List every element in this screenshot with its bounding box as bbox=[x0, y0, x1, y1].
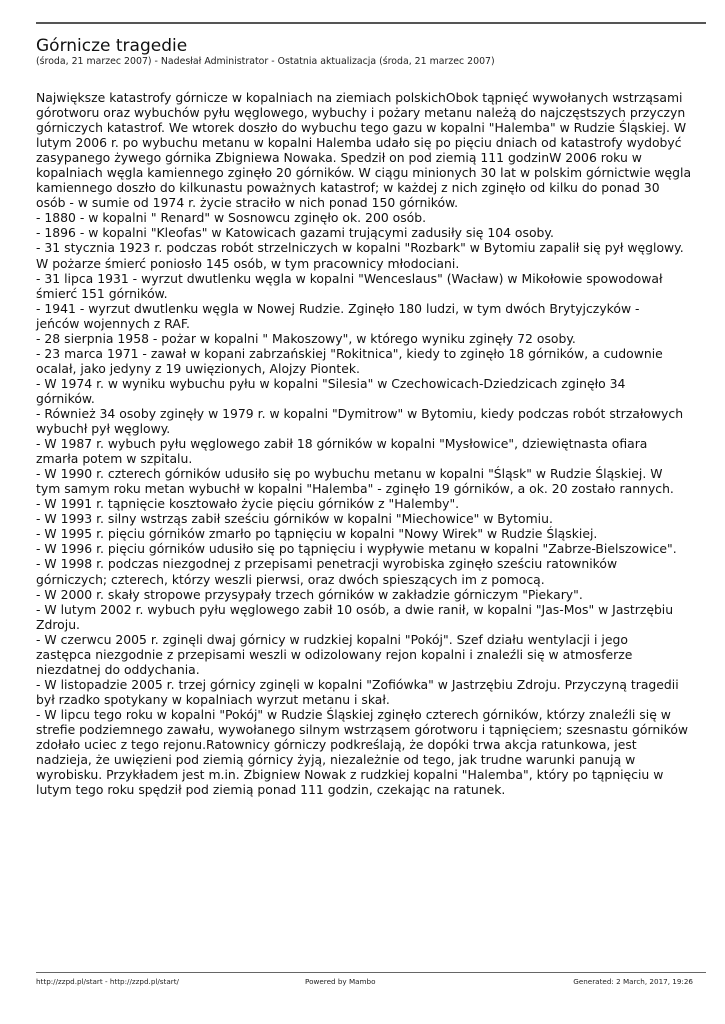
footer-url: http://zzpd.pl/start - http://zzpd.pl/start/ bbox=[36, 977, 179, 986]
article-line: lutym 2006 r. po wybuchu metanu w kopalni Halemba udało się po pięciu dniach od katastrofy wydobyć bbox=[36, 135, 682, 151]
article-line: niezdatnej do oddychania. bbox=[36, 661, 200, 677]
article-line: - W 1995 r. pięciu górników zmarło po tąpnięciu w kopalni "Nowy Wirek" w Rudzie Śląskiej. bbox=[36, 526, 598, 542]
article-line: zastępca niezgodnie z przepisami weszli w odizolowany rejon kopalni i znaleźli się w atmosferze bbox=[36, 646, 633, 662]
article-line: - W 1987 r. wybuch pyłu węglowego zabił 18 górników w kopalni "Mysłowice", dziewiętnasta ofiara bbox=[36, 436, 648, 452]
article-line: - W 1991 r. tąpnięcie kosztowało życie pięciu górników z "Halemby". bbox=[36, 496, 460, 512]
article-meta: (środa, 21 marzec 2007) - Nadesłał Administrator - Ostatnia aktualizacja (środa, 21 marzec 2007) bbox=[36, 56, 495, 67]
article-body bbox=[36, 90, 708, 797]
article-line: lutym tego roku spędził pod ziemią ponad 111 godzin, czekając na ratunek. bbox=[36, 782, 506, 798]
article-line: wybuchł pył węglowy. bbox=[36, 421, 171, 437]
article-line: - 1896 - w kopalni "Kleofas" w Katowicach gazami trującymi zadusiły się 104 osoby. bbox=[36, 225, 554, 241]
article-line: - W 1993 r. silny wstrząs zabił sześciu górników w kopalni "Miechowice" w Bytomiu. bbox=[36, 511, 553, 527]
article-line: - W lutym 2002 r. wybuch pyłu węglowego zabił 10 osób, a dwie ranił, w kopalni "Jas-Mos" w Jastrzębiu bbox=[36, 601, 674, 617]
article-line: - W 1998 r. podczas niezgodnej z przepisami penetracji wyrobiska zginęło sześciu ratowników bbox=[36, 556, 618, 572]
article-line: górniczych; czterech, którzy weszli pierwsi, oraz dwóch spieszących im z pomocą. bbox=[36, 571, 545, 587]
article-line: - W 1974 r. w wyniku wybuchu pyłu w kopalni "Silesia" w Czechowicach-Dziedzicach zginęło 34 bbox=[36, 375, 626, 391]
article-line: - Również 34 osoby zginęły w 1979 r. w kopalni "Dymitrow" w Bytomiu, kiedy podczas robót strzałowych bbox=[36, 405, 684, 421]
article-line: - 23 marca 1971 - zawał w kopani zabrzańskiej "Rokitnica", kiedy to zginęło 18 górników, a cudownie bbox=[36, 345, 663, 361]
article-line: Zdroju. bbox=[36, 616, 80, 632]
article-line: strefie podziemnego zawału, wywołanego silnym wstrząsem górotworu i tąpnięciem; szesnastu górników bbox=[36, 721, 689, 737]
article-line: górotworu oraz wybuchów pyłu węglowego, wybuchy i pożary metanu należą do najczęstszych przyczyn bbox=[36, 105, 686, 121]
footer-divider bbox=[36, 972, 706, 973]
article-line: - W czerwcu 2005 r. zginęli dwaj górnicy w rudzkiej kopalni "Pokój". Szef działu wentylacji i jego bbox=[36, 631, 628, 647]
article-line: zmarła potem w szpitalu. bbox=[36, 451, 193, 467]
article-line: - W 1996 r. pięciu górników udusiło się po tąpnięciu i wypływie metanu w kopalni "Zabrze-Bielszowice". bbox=[36, 541, 677, 557]
article-line: - 28 sierpnia 1958 - pożar w kopalni " Makoszowy", w którego wyniku zginęły 72 osoby. bbox=[36, 330, 576, 346]
article-line: ocalał, jako jedyny z 19 uwięzionych, Alojzy Piontek. bbox=[36, 360, 360, 376]
article-line: jeńców wojennych z RAF. bbox=[36, 315, 190, 331]
article-line: Największe katastrofy górnicze w kopalniach na ziemiach polskichObok tąpnięć wywołanych wstrząsami bbox=[36, 90, 683, 105]
article-line: - W 2000 r. skały stropowe przysypały trzech górników w zakładzie górniczym "Piekary". bbox=[36, 586, 583, 602]
article-line: zdołało uciec z tego rejonu.Ratownicy górniczy podkreślają, że dopóki trwa akcja ratunkowa, jest bbox=[36, 737, 637, 753]
article-line: - 1941 - wyrzut dwutlenku węgla w Nowej Rudzie. Zginęło 180 ludzi, w tym dwóch Brytyjczyków - bbox=[36, 300, 640, 316]
article-line: - W 1990 r. czterech górników udusiło się po wybuchu metanu w kopalni "Śląsk" w Rudzie Śląskiej. W bbox=[36, 466, 663, 482]
article-line: górników. bbox=[36, 390, 95, 406]
article-line: - 31 stycznia 1923 r. podczas robót strzelniczych w kopalni "Rozbark" w Bytomiu zapalił się pył węglowy. bbox=[36, 240, 684, 256]
article-line: W pożarze śmierć poniosło 145 osób, w tym pracownicy młodociani. bbox=[36, 255, 460, 271]
article-line: śmierć 151 górników. bbox=[36, 285, 168, 301]
article-line: osób - w sumie od 1974 r. życie straciło w nich ponad 150 górników. bbox=[36, 195, 459, 211]
article-line: nadzieja, że uwięzieni pod ziemią górnicy żyją, niezależnie od tego, jak trudne warunki panują w bbox=[36, 752, 636, 768]
top-divider bbox=[36, 22, 706, 24]
article-line: - 31 lipca 1931 - wyrzut dwutlenku węgla w kopalni "Wenceslaus" (Wacław) w Mikołowie spowodował bbox=[36, 270, 663, 286]
article-line: kopalniach węgla kamiennego zginęło 20 górników. W ciągu minionych 30 lat w polskim górnictwie węgla bbox=[36, 165, 692, 181]
article-line: wyrobisku. Przykładem jest m.in. Zbigniew Nowak z rudzkiej kopalni "Halemba", który po tąpnięciu w bbox=[36, 767, 664, 783]
article-line: kamiennego doszło do kilkunastu poważnych katastrof; w każdej z nich zginęło od kilku do ponad 30 bbox=[36, 180, 660, 196]
article-line: - 1880 - w kopalni " Renard" w Sosnowcu zginęło ok. 200 osób. bbox=[36, 210, 427, 226]
article-title: Górnicze tragedie bbox=[36, 36, 188, 56]
article-line: był rzadko spotykany w kopalniach wyrzut metanu i skał. bbox=[36, 691, 390, 707]
footer-powered-by: Powered by Mambo bbox=[305, 977, 376, 986]
article-line: górniczych katastrof. We wtorek doszło do wybuchu tego gazu w kopalni "Halemba" w Rudzie Śląskiej. W bbox=[36, 120, 687, 136]
article-line: - W lipcu tego roku w kopalni "Pokój" w Rudzie Śląskiej zginęło czterech górników, którzy znaleźli się w bbox=[36, 706, 671, 722]
article-line: zasypanego żywego górnika Zbigniewa Nowaka. Spedził on pod ziemią 111 godzinW 2006 roku w bbox=[36, 150, 642, 166]
footer-generated-date: Generated: 2 March, 2017, 19:26 bbox=[573, 977, 693, 986]
article-line: - W listopadzie 2005 r. trzej górnicy zginęli w kopalni "Zofiówka" w Jastrzębiu Zdroju. Przyczyną tragedii bbox=[36, 676, 679, 692]
article-line: tym samym roku metan wybuchł w kopalni "Halemba" - zginęło 19 górników, a ok. 20 zostało rannych. bbox=[36, 481, 674, 497]
